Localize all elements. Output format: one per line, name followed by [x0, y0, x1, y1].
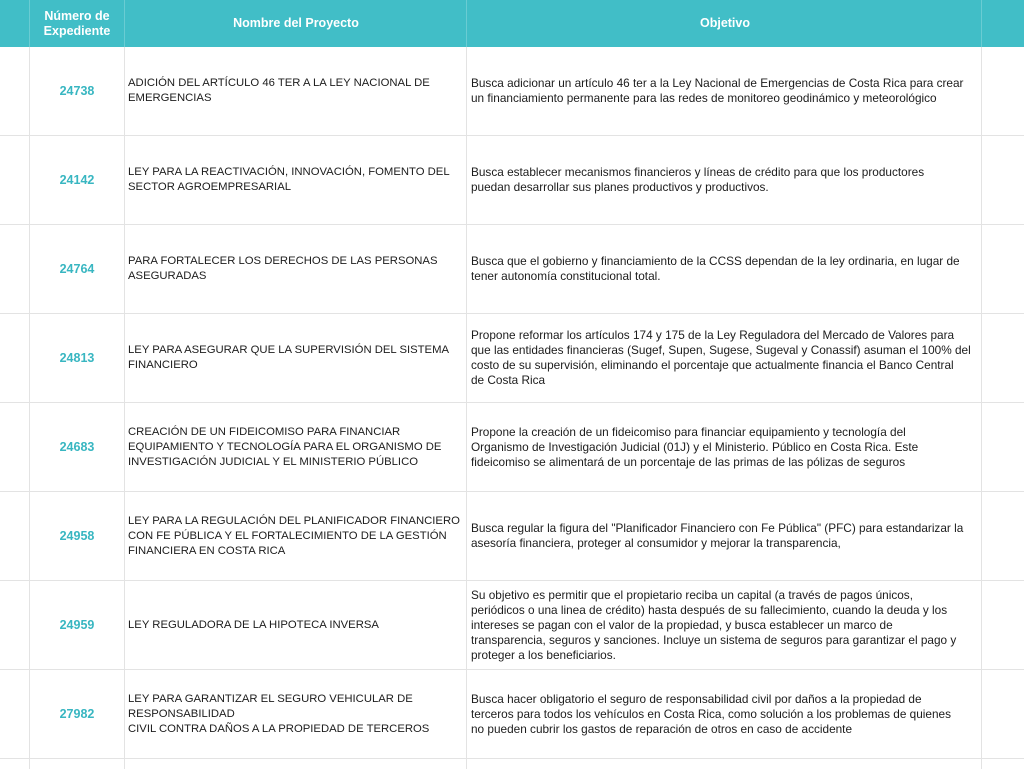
objective-line: puedan desarrollar sus planes productivos y productivos. [471, 180, 769, 194]
column-header-numero-label: Número de Expediente [43, 8, 111, 38]
row-spacer-cell [982, 314, 1024, 402]
table-row [0, 314, 1024, 403]
table-header-row [0, 0, 1024, 47]
objective-line: intereses se pagan con el valor de la propiedad, y busca establecer un marco de [471, 617, 893, 632]
objective-cell [467, 759, 982, 769]
expediente-cell [30, 403, 125, 491]
project-name-cell [125, 225, 467, 313]
expediente-number[interactable]: 24683 [59, 440, 95, 454]
expediente-number[interactable]: 24738 [59, 84, 95, 98]
row-gutter-cell [0, 492, 30, 580]
objective-line: un financiamiento permanente para las redes de monitoreo geodinámico y meteorológico [471, 91, 937, 105]
project-name-line: EQUIPAMIENTO Y TECNOLOGÍA PARA EL ORGANISMO DE [128, 440, 442, 453]
objective-line: tener autonomía constitucional total. [471, 269, 661, 283]
objective-line: fideicomiso se alimentará de un porcentaje de las primas de las pólizas de seguros [471, 454, 906, 469]
expediente-number[interactable]: 27982 [59, 707, 95, 721]
expediente-number[interactable]: 24958 [59, 529, 95, 543]
project-name-line: LEY PARA ASEGURAR QUE LA SUPERVISIÓN DEL SISTEMA [128, 344, 450, 356]
column-header-objetivo-label: Objetivo [699, 16, 750, 30]
table-row-partial [0, 759, 1024, 769]
project-name-line: LEY REGULADORA DE LA HIPOTECA INVERSA [128, 618, 379, 631]
column-header-nombre [125, 0, 467, 47]
objective-cell [467, 403, 982, 491]
header-spacer-cell [982, 0, 1024, 47]
row-gutter-cell [0, 403, 30, 491]
expediente-number[interactable]: 24142 [59, 173, 95, 187]
row-spacer-cell [982, 47, 1024, 135]
objective-cell [467, 136, 982, 224]
table-row [0, 403, 1024, 492]
project-name-line: SECTOR AGROEMPRESARIAL [128, 181, 292, 193]
objective-line: asesoría financiera, proteger al consumidor y mejorar la transparencia, [471, 536, 841, 550]
objective-line: Busca establecer mecanismos financieros y líneas de crédito para que los productores [471, 165, 925, 179]
project-name-line: PARA FORTALECER LOS DERECHOS DE LAS PERSONAS [128, 255, 438, 267]
project-name-line: ASEGURADAS [128, 270, 207, 282]
project-name-cell [125, 670, 467, 758]
objective-line: Propone reformar los artículos 174 y 175 de la Ley Reguladora del Mercado de Valores para [471, 328, 955, 342]
objective-line: terceros para todos los vehículos en Costa Rica, como solución a los problemas de quienes [471, 706, 951, 721]
objective-line: Busca que el gobierno y financiamiento de la CCSS dependan de la ley ordinaria, en lugar de [471, 254, 960, 268]
project-name-line: RESPONSABILIDAD [128, 707, 235, 720]
row-spacer-cell [982, 225, 1024, 313]
table-row [0, 47, 1024, 136]
column-header-numero [30, 0, 125, 47]
project-name-cell [125, 314, 467, 402]
column-header-objetivo [467, 0, 982, 47]
project-name-cell [125, 759, 467, 769]
project-name-cell [125, 136, 467, 224]
row-spacer-cell [982, 403, 1024, 491]
table-row [0, 225, 1024, 314]
objective-cell [467, 225, 982, 313]
objective-line: Propone la creación de un fideicomiso para financiar equipamiento y tecnología del [471, 424, 906, 439]
expediente-cell [30, 759, 125, 769]
expediente-cell [30, 225, 125, 313]
objective-cell [467, 314, 982, 402]
objective-line: periódicos o una linea de crédito) hasta después de su fallecimiento, cuando la deuda y los [471, 602, 948, 617]
row-gutter-cell [0, 670, 30, 758]
project-name-line: CREACIÓN DE UN FIDEICOMISO PARA FINANCIAR [128, 425, 401, 438]
row-gutter-cell [0, 225, 30, 313]
objective-line: no pueden cubrir los gastos de reparación de otros en caso de accidente [471, 721, 853, 736]
objective-line: Organismo de Investigación Judicial (01J) y el Ministerio. Público en Costa Rica. Este [471, 439, 919, 454]
objective-cell [467, 47, 982, 135]
row-spacer-cell [982, 670, 1024, 758]
project-name-line: LEY PARA GARANTIZAR EL SEGURO VEHICULAR DE [128, 692, 413, 705]
table-row [0, 670, 1024, 759]
project-name-line: CIVIL CONTRA DAÑOS A LA PROPIEDAD DE TERCEROS [128, 722, 430, 735]
row-gutter-cell [0, 759, 30, 769]
row-gutter-cell [0, 136, 30, 224]
project-name-cell [125, 47, 467, 135]
objective-line: que las entidades financieras (Sugef, Supen, Sugese, Sugeval y Conassif) asuman el 100% del [471, 343, 971, 357]
project-name-line: FINANCIERA EN COSTA RICA [128, 544, 286, 557]
objective-cell [467, 492, 982, 580]
project-name-line: LEY PARA LA REACTIVACIÓN, INNOVACIÓN, FOMENTO DEL [128, 166, 450, 178]
objective-line: Su objetivo es permitir que el propietario reciba un capital (a través de pagos únicos, [471, 587, 913, 602]
objective-cell [467, 581, 982, 669]
objective-cell [467, 670, 982, 758]
objective-line: transparencia, seguros y sanciones. Incluye un sistema de seguros para garantizar el pago y [471, 632, 957, 647]
header-gutter-cell [0, 0, 30, 47]
row-gutter-cell [0, 314, 30, 402]
objective-line: proteger a los beneficiarios. [471, 647, 616, 662]
project-name-cell [125, 492, 467, 580]
objective-line: costo de su supervisión, eliminando el porcentaje que actualmente financia el Banco Central [471, 358, 954, 372]
expediente-cell [30, 581, 125, 669]
row-spacer-cell [982, 759, 1024, 769]
row-spacer-cell [982, 492, 1024, 580]
expediente-cell [30, 670, 125, 758]
column-header-nombre-label: Nombre del Proyecto [233, 16, 359, 30]
table-row [0, 492, 1024, 581]
row-spacer-cell [982, 581, 1024, 669]
project-name-line: ADICIÓN DEL ARTÍCULO 46 TER A LA LEY NACIONAL DE [128, 77, 430, 89]
expediente-cell [30, 492, 125, 580]
expediente-number[interactable]: 24813 [59, 351, 95, 365]
project-name-line: CON FE PÚBLICA Y EL FORTALECIMIENTO DE LA GESTIÓN [128, 529, 447, 542]
project-name-cell [125, 403, 467, 491]
objective-line: Busca hacer obligatorio el seguro de responsabilidad civil por daños a la propiedad de [471, 691, 922, 706]
row-spacer-cell [982, 136, 1024, 224]
expediente-cell [30, 136, 125, 224]
expediente-number[interactable]: 24764 [59, 262, 95, 276]
project-name-line: EMERGENCIAS [128, 92, 212, 104]
project-name-line: FINANCIERO [128, 359, 198, 371]
objective-line: de Costa Rica [471, 373, 546, 387]
row-gutter-cell [0, 581, 30, 669]
objective-line: Busca regular la figura del "Planificador Financiero con Fe Pública" (PFC) para estandarizar la [471, 521, 964, 535]
project-name-line: INVESTIGACIÓN JUDICIAL Y EL MINISTERIO PÚBLICO [128, 455, 419, 468]
table-row [0, 581, 1024, 670]
table-row [0, 136, 1024, 225]
project-name-cell [125, 581, 467, 669]
expediente-number[interactable]: 24959 [59, 618, 95, 632]
row-gutter-cell [0, 47, 30, 135]
expediente-cell [30, 47, 125, 135]
project-name-line: LEY PARA LA REGULACIÓN DEL PLANIFICADOR FINANCIERO [128, 514, 460, 527]
expediente-cell [30, 314, 125, 402]
objective-line: Busca adicionar un artículo 46 ter a la Ley Nacional de Emergencias de Costa Rica para crear [471, 76, 964, 90]
